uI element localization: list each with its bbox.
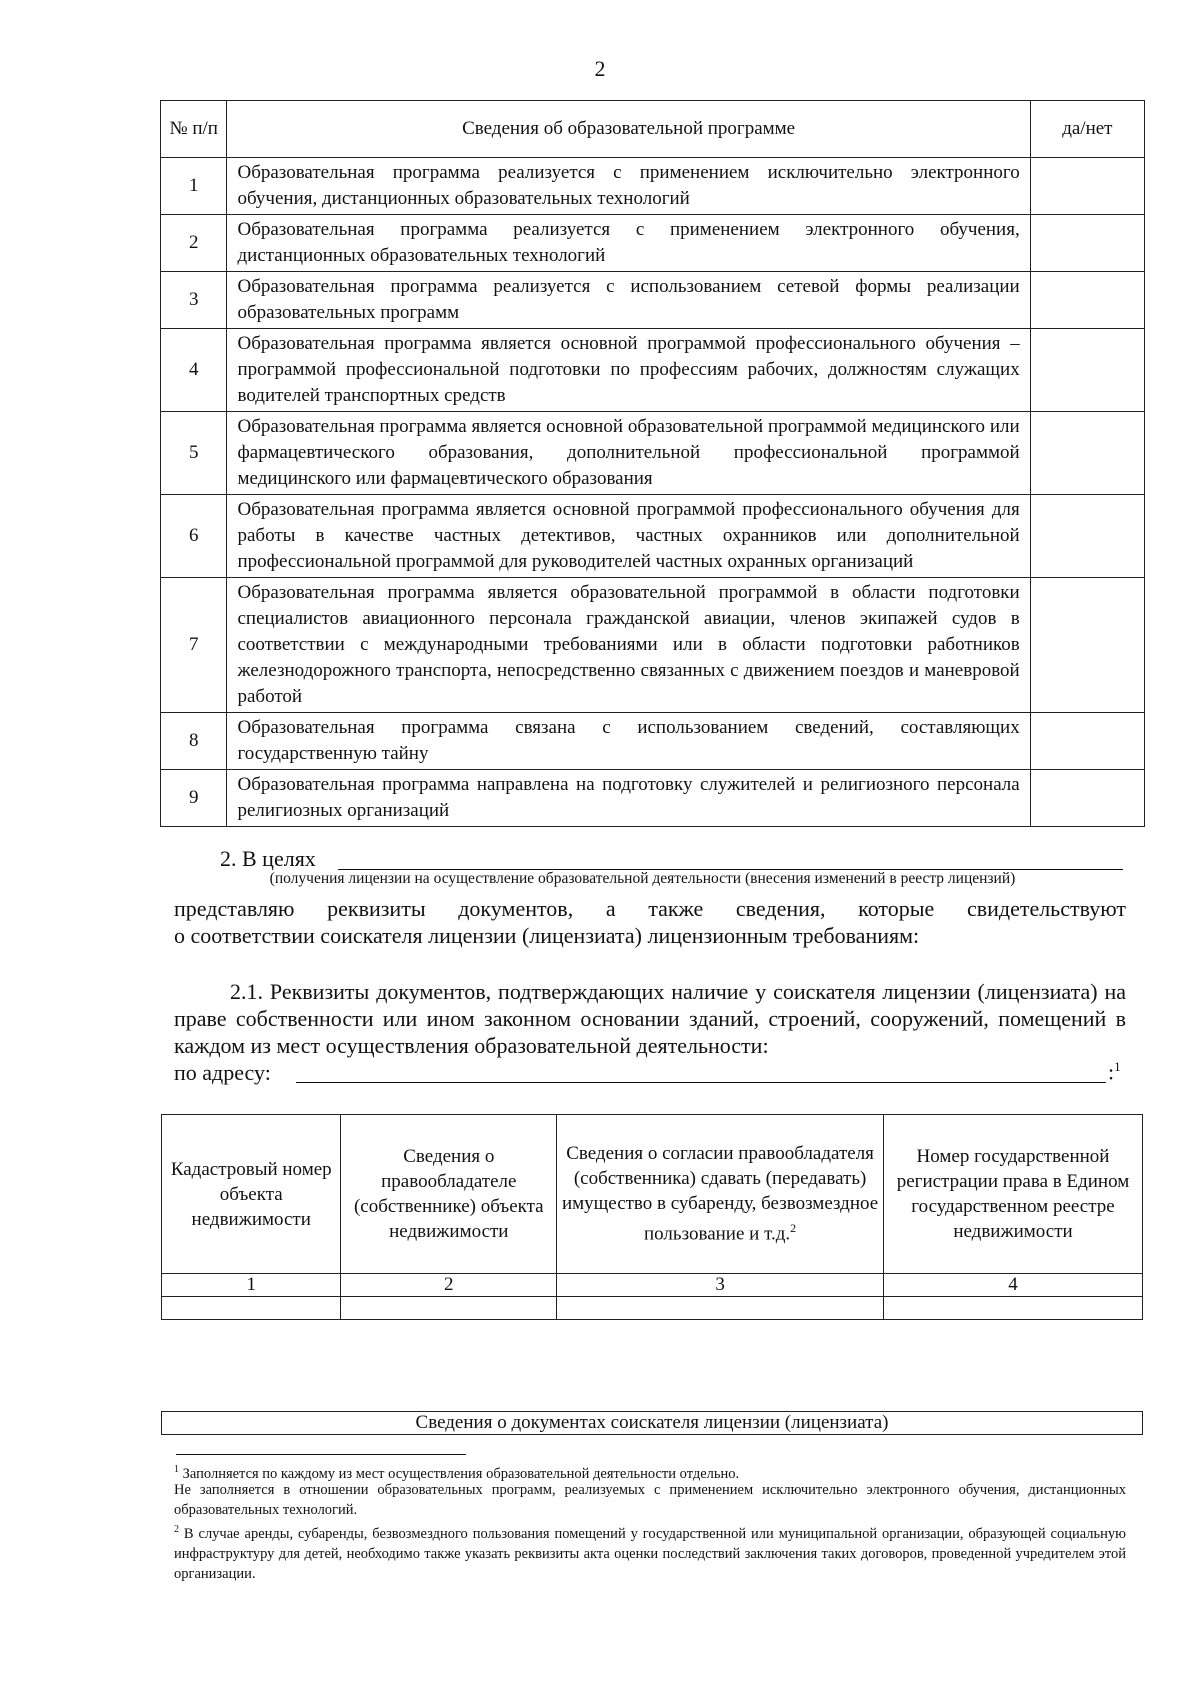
row-text: Образовательная программа направлена на подготовку служителей и религиозного персонала религиозных организаций xyxy=(227,770,1030,827)
header-owner-consent-text: Сведения о согласии правообладателя (собственника) сдавать (передавать) имущество в субаренду, безвозмездное пользование и т.д. xyxy=(561,1143,879,1245)
requisites-paragraph: 2.1. Реквизиты документов, подтверждающих наличие у соискателя лицензии (лицензиата) на праве собственности или ином законном основании зданий, строений, сооружений, помещений в каждом из мест осуществления образовательной деятельности: xyxy=(174,979,1126,1058)
present-text-line2: о соответствии соискателя лицензии (лицензиата) лицензионным требованиям: xyxy=(174,923,920,948)
answer-cell[interactable] xyxy=(1030,329,1144,412)
registration-number-cell[interactable] xyxy=(884,1297,1143,1320)
row-text: Образовательная программа является основной программой профессионального обучения для работы в качестве частных детективов, частных охранников или дополнительной профессиональной программой для руководителей частных охранных организаций xyxy=(227,495,1030,578)
row-text: Образовательная программа реализуется с применением электронного обучения, дистанционных образовательных технологий xyxy=(227,215,1030,272)
cadastral-number-cell[interactable] xyxy=(162,1297,341,1320)
address-fill-line[interactable] xyxy=(296,1082,1106,1083)
programs-table xyxy=(160,100,1145,827)
property-table xyxy=(161,1114,1143,1320)
program-row xyxy=(161,412,1145,495)
goal-note: (получения лицензии на осуществление образовательной деятельности (внесения изменений в реестр лицензий) xyxy=(269,870,1016,887)
column-number-row xyxy=(162,1274,1143,1297)
header-cadastral-number: Кадастровый номер объекта недвижимости xyxy=(162,1115,341,1274)
documents-box: Сведения о документах соискателя лицензии (лицензиата) xyxy=(161,1411,1143,1435)
column-number: 4 xyxy=(884,1274,1143,1297)
answer-cell[interactable] xyxy=(1030,578,1144,713)
row-text: Образовательная программа является образовательной программой в области подготовки специалистов авиационного персонала гражданской авиации, членов экипажей судов в соответствии с международными требованиями или в области подготовки работников железнодорожного транспорта, непосредственно связанных с движением поездов и маневровой работой xyxy=(227,578,1030,713)
owner-info-cell[interactable] xyxy=(341,1297,557,1320)
goal-label: 2. В целях xyxy=(220,846,316,871)
column-number: 1 xyxy=(162,1274,341,1297)
column-number: 2 xyxy=(341,1274,557,1297)
program-row xyxy=(161,495,1145,578)
address-label: по адресу: xyxy=(174,1060,271,1085)
footnote-2-text: В случае аренды, субаренды, безвозмездного пользования помещений у государственной или муниципальной организации, образующей социальную инфраструктуру для детей, необходимо также указать реквизиты акта оценки последствий заключения таких договоров, проведенной учредителем этой организации. xyxy=(174,1525,1126,1582)
row-number: 5 xyxy=(161,412,227,495)
row-number: 4 xyxy=(161,329,227,412)
row-number: 8 xyxy=(161,713,227,770)
footnote-1-ref: 1 xyxy=(174,1464,179,1475)
address-colon: : xyxy=(1108,1059,1115,1085)
program-row xyxy=(161,158,1145,215)
program-row xyxy=(161,578,1145,713)
header-description: Сведения об образовательной программе xyxy=(227,101,1030,158)
footnote-2 xyxy=(174,1520,1126,1584)
answer-cell[interactable] xyxy=(1030,215,1144,272)
header-owner-info: Сведения о правообладателе (собственнике) объекта недвижимости xyxy=(341,1115,557,1274)
programs-table-header xyxy=(161,101,1145,158)
row-number: 6 xyxy=(161,495,227,578)
present-text-line1: представляю реквизиты документов, а также сведения, которые свидетельствуют xyxy=(174,896,1126,921)
footnote-rule xyxy=(176,1454,466,1455)
answer-cell[interactable] xyxy=(1030,713,1144,770)
answer-cell[interactable] xyxy=(1030,272,1144,329)
header-answer: да/нет xyxy=(1030,101,1144,158)
header-registration-number: Номер государственной регистрации права в Едином государственном реестре недвижимости xyxy=(884,1115,1143,1274)
row-number: 2 xyxy=(161,215,227,272)
column-number: 3 xyxy=(557,1274,884,1297)
row-number: 1 xyxy=(161,158,227,215)
header-number: № п/п xyxy=(161,101,227,158)
answer-cell[interactable] xyxy=(1030,770,1144,827)
program-row xyxy=(161,272,1145,329)
row-text: Образовательная программа связана с использованием сведений, составляющих государственную тайну xyxy=(227,713,1030,770)
row-text: Образовательная программа является основной программой профессионального обучения – программой профессиональной подготовки по профессиям рабочих, должностям служащих водителей транспортных средств xyxy=(227,329,1030,412)
property-data-row xyxy=(162,1297,1143,1320)
row-number: 3 xyxy=(161,272,227,329)
row-text: Образовательная программа реализуется с применением исключительно электронного обучения, дистанционных образовательных технологий xyxy=(227,158,1030,215)
answer-cell[interactable] xyxy=(1030,158,1144,215)
program-row xyxy=(161,770,1145,827)
row-number: 9 xyxy=(161,770,227,827)
program-row xyxy=(161,329,1145,412)
answer-cell[interactable] xyxy=(1030,495,1144,578)
program-row xyxy=(161,713,1145,770)
program-row xyxy=(161,215,1145,272)
row-text: Образовательная программа является основной образовательной программой медицинского или фармацевтического образования, дополнительной профессиональной программой медицинского или фармацевтического образования xyxy=(227,412,1030,495)
address-mark xyxy=(1108,1059,1121,1085)
footnote-1-extra: Не заполняется в отношении образовательных программ, реализуемых с применением исключительно электронного обучения, дистанционных образовательных технологий. xyxy=(174,1482,1126,1518)
row-number: 7 xyxy=(161,578,227,713)
footnote-ref-1: 1 xyxy=(1114,1059,1121,1074)
owner-consent-cell[interactable] xyxy=(557,1297,884,1320)
footnote-ref-2: 2 xyxy=(790,1221,797,1236)
property-table-header xyxy=(162,1115,1143,1274)
page-number: 2 xyxy=(594,56,606,81)
footnote-1-text: Заполняется по каждому из мест осуществления образовательной деятельности отдельно. xyxy=(182,1465,740,1482)
answer-cell[interactable] xyxy=(1030,412,1144,495)
row-text: Образовательная программа реализуется с использованием сетевой формы реализации образовательных программ xyxy=(227,272,1030,329)
header-owner-consent xyxy=(557,1115,884,1274)
footnote-2-ref: 2 xyxy=(174,1524,179,1535)
